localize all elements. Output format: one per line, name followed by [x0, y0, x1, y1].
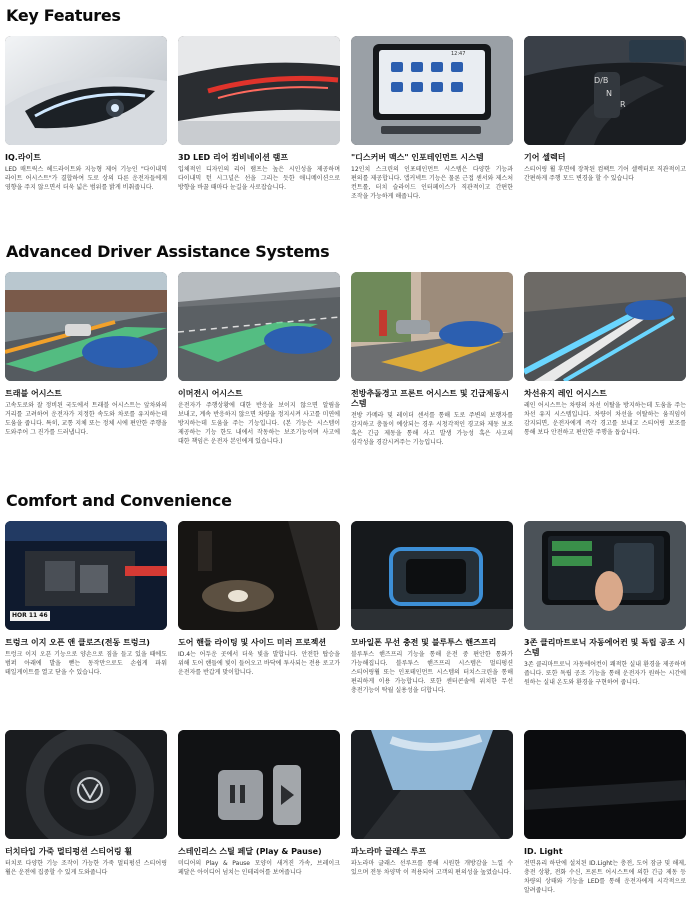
feature-card-id-light[interactable] — [524, 730, 686, 895]
feature-card-panorama-roof[interactable] — [351, 730, 513, 895]
card-description: 트렁크 이지 오픈 기능으로 양손으로 짐을 들고 있을 때에도 범퍼 아래에 발을 뻗는 동작만으로도 손쉽게 파워 테일게이트를 열고 닫을 수 있습니다. — [5, 651, 167, 676]
trunk-image — [5, 521, 167, 630]
card-description: 블루투스 핸즈프리 기능을 통해 운전 중 편안한 통화가 가능해집니다. 블루투스 핸즈프리 시스템은 멀티펑션 스티어링휠 또는 인포테인먼트 시스템의 터치스크린을 통해 편리하게 이용 가능합니다. 또한 센터콘솔에 위치한 무선 충전기능이 탁월 실용성을 더합니다. — [351, 651, 513, 694]
card-title: IQ.라이트 — [5, 153, 42, 162]
gear-selector-image — [524, 36, 686, 145]
feature-card-rear-lamp[interactable] — [178, 36, 340, 201]
card-description: 터치로 다양한 기능 조작이 가능한 가죽 멀티펑션 스티어링 휠은 운전에 집중할 수 있게 도와줍니다 — [5, 860, 167, 876]
card-description: ID.4는 어두운 곳에서 더욱 빛을 발합니다. 안전한 탑승을 위해 도어 핸들에 빛이 들어오고 바닥에 투사되는 전용 로고가 운전자를 반갑게 맞이합니다. — [178, 651, 340, 676]
card-title: 도어 핸들 라이팅 및 사이드 미러 프로젝션 — [178, 638, 327, 647]
card-title: 트래블 어시스트 — [5, 389, 62, 398]
card-description: 미디어의 Play & Pause 모양이 새겨진 가속, 브레이크 페달은 아이디어 넘치는 인테리어를 보여줍니다 — [178, 860, 340, 876]
screen-clock: 12:47 — [451, 51, 466, 57]
feature-card-trunk[interactable] — [5, 521, 167, 695]
feature-card-gear-selector[interactable] — [524, 36, 686, 201]
headlight-image — [5, 36, 167, 145]
feature-card-emergency-assist[interactable] — [178, 272, 340, 447]
feature-card-infotainment[interactable] — [351, 36, 513, 201]
lane-assist-image — [524, 272, 686, 381]
card-title: 3존 클리마트로닉 자동에어컨 및 독립 공조 시스템 — [524, 638, 686, 657]
gear-label-n: N — [606, 89, 612, 98]
feature-card-iq-light[interactable] — [5, 36, 167, 201]
section-title-adas: Advanced Driver Assistance Systems — [6, 242, 330, 261]
card-description: 스티어링 휠 후면에 장착된 컴팩트 기어 셀렉터로 직관적이고 간편하게 주행 모드 변경을 할 수 있습니다 — [524, 166, 686, 182]
card-title: 파노라마 글래스 루프 — [351, 847, 427, 856]
key-features-grid — [5, 36, 687, 201]
taillight-image — [178, 36, 340, 145]
feature-card-lane-assist[interactable] — [524, 272, 686, 447]
wireless-charging-image — [351, 521, 513, 630]
card-description: 운전자가 주행상황에 대한 반응을 보이지 않으면 알림을 보내고, 계속 반응하지 않으면 차량을 정지시켜 사고를 미연에 방지하는데 도움을 주는 기능입니다. (본 기능은 시스템이 제공하는 기능 한도 내에서 작동하는 보조기능이며 사고에 대한 책임은 운전자 본인에게 있습니다.) — [178, 402, 340, 445]
card-description: LED 매트릭스 헤드라이트와 지능형 제어 기능인 "다이내믹 라이트 어시스트"가 결합하여 도로 상의 다른 운전자들에게 영향을 주지 않으면서 더욱 넓은 범위를 밝게 비춰줍니다. — [5, 166, 167, 191]
panorama-roof-image — [351, 730, 513, 839]
adas-grid — [5, 272, 687, 447]
climatronic-image — [524, 521, 686, 630]
feature-card-front-assist[interactable] — [351, 272, 513, 447]
feature-card-steering-wheel[interactable] — [5, 730, 167, 895]
comfort-grid-row-1 — [5, 521, 687, 695]
steering-wheel-image — [5, 730, 167, 839]
id-light-image — [524, 730, 686, 839]
section-title-comfort: Comfort and Convenience — [6, 491, 232, 510]
front-assist-image — [351, 272, 513, 381]
comfort-grid-row-2 — [5, 730, 687, 895]
feature-card-door-lighting[interactable] — [178, 521, 340, 695]
travel-assist-image — [5, 272, 167, 381]
card-description: 입체적인 디자인의 리어 램프는 높은 시인성을 제공하며 다이내믹 턴 시그널은 선을 그리는 듯한 애니메이션으로 방향을 바꿀 때마다 눈길을 사로잡습니다. — [178, 166, 340, 191]
feature-card-pedals[interactable] — [178, 730, 340, 895]
card-description: 전방 카메라 및 레이더 센서를 통해 도로 주변의 보행자를 감지하고 충돌이 예상되는 경우 시청각적인 경고와 제동 보조 혹은 긴급 제동을 통해 사고 발생 가능성 혹은 사고의 심각성을 경감시켜주는 기능입니다. — [351, 412, 513, 446]
card-title: "디스커버 맥스" 인포테인먼트 시스템 — [351, 153, 484, 162]
feature-card-travel-assist[interactable] — [5, 272, 167, 447]
card-description: 3존 클리마트로닉 자동에어컨이 쾌적한 실내 환경을 제공하며 줍니다. 또한 독립 공조 기능을 통해 운전자가 원하는 시간에 원하는 실내 온도와 환경을 구현하여 줍니다. — [524, 661, 686, 686]
card-description: 12인치 스크린의 인포테인먼트 시스템은 다양한 기능과 편의를 제공합니다. 앱커넥트 기능은 물론 근접 센서와 제스처 컨트롤, 터치 슬라이드 인터페이스가 직관적이고 간편한 조작을 가능하게 해줍니다. — [351, 166, 513, 200]
emergency-assist-image — [178, 272, 340, 381]
card-description: 레인 어시스트는 차량의 차선 이탈을 방지하는데 도움을 주는 차선 유지 시스템입니다. 차량이 차선을 이탈하는 움직임이 감지되면, 운전자에게 즉각 경고를 보내고 스티어링 보조를 통해 보다 안전하고 편안한 주행을 돕습니다. — [524, 402, 686, 436]
card-title: 터치타입 가죽 멀티펑션 스티어링 휠 — [5, 847, 133, 856]
feature-card-wireless-charging[interactable] — [351, 521, 513, 695]
card-title: 차선유지 레인 어시스트 — [524, 389, 607, 398]
license-plate: HOR 11 46 — [12, 612, 48, 619]
card-title: 전방추돌경고 프론트 어시스트 및 긴급제동시스템 — [351, 389, 509, 408]
card-title: 모바일폰 무선 충전 및 블루투스 핸즈프리 — [351, 638, 497, 647]
card-title: 이머전시 어시스트 — [178, 389, 243, 398]
card-title: 트렁크 이지 오픈 앤 클로즈(전동 트렁크) — [5, 638, 150, 647]
gear-label-r: R — [620, 100, 626, 109]
card-description: 파노라마 글래스 선루프를 통해 시원한 개방감을 느낄 수 있으며 전동 차양막 이 적용되어 고객의 편의성을 높였습니다. — [351, 860, 513, 876]
card-title: 스테인리스 스틸 페달 (Play & Pause) — [178, 847, 322, 856]
pedals-image — [178, 730, 340, 839]
card-title: 3D LED 리어 컴비네이션 램프 — [178, 153, 289, 162]
door-lighting-image — [178, 521, 340, 630]
card-description: 전면유리 하단에 설치된 ID.Light는 충전, 도어 잠금 및 해제, 충전 상황, 전화 수신, 프론트 어시스트에 의한 긴급 제동 등 차량의 상태와 기능을 LED를 통해 운전자에게 시각적으로 알려줍니다. — [524, 860, 686, 894]
card-title: ID. Light — [524, 847, 563, 856]
card-title: 기어 셀렉터 — [524, 153, 566, 162]
gear-label-db: D/B — [594, 76, 609, 85]
card-description: 고속도로와 잘 정비된 국도에서 트래블 어시스트는 앞차와의 거리를 고려하여 운전자가 지정한 속도와 차로를 유지하는데 도움을 줍니다. 특히, 교통 지체 또는 정체 시에 편안한 주행을 도와주어 그 진가를 드러냅니다. — [5, 402, 167, 436]
feature-card-climatronic[interactable] — [524, 521, 686, 695]
section-title-key-features: Key Features — [6, 6, 121, 25]
infotainment-image — [351, 36, 513, 145]
